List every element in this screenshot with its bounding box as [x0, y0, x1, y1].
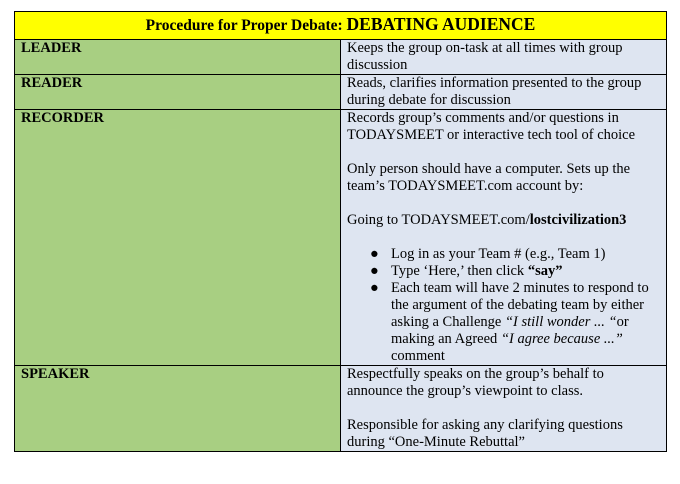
recorder-steps-list: [347, 246, 662, 365]
recorder-going: [347, 212, 662, 229]
title-prefix: Procedure for Proper Debate:: [145, 17, 347, 34]
bullet2-bold: “say”: [527, 263, 563, 279]
desc-speaker: [341, 366, 667, 452]
list-item: [370, 280, 662, 365]
recorder-para1: Records group’s comments and/or questions in TODAYSMEET or interactive tech tool of choice: [347, 110, 636, 143]
desc-reader: [341, 75, 667, 110]
recorder-para2: Only person should have a computer. Sets up the team’s TODAYSMEET.com account by:: [347, 161, 631, 194]
table-row-speaker: [15, 366, 667, 452]
desc-leader-text: Keeps the group on-task at all times with group discussion: [347, 40, 623, 73]
table-row-leader: [15, 40, 667, 75]
speaker-para1: Respectfully speaks on the group’s behalf to announce the group’s viewpoint to class.: [347, 366, 604, 399]
role-speaker: SPEAKER: [15, 366, 341, 452]
bullet3-i2: “I agree because ...”: [500, 331, 623, 347]
desc-recorder: [341, 110, 667, 366]
bullet3-c: comment: [391, 348, 445, 364]
desc-leader: [341, 40, 667, 75]
title-row: [15, 12, 667, 40]
title-main: DEBATING AUDIENCE: [346, 14, 536, 34]
desc-reader-text: Reads, clarifies information presented to the group during debate for discussion: [347, 75, 642, 108]
debate-procedure-table: [14, 11, 667, 452]
bullet3-a: Each team will have 2 minutes to respond to the argument of the debating team by either asking a Challenge: [391, 280, 649, 330]
bullet3-b: or making an Agreed: [391, 314, 629, 347]
going-link: lostcivilization3: [529, 212, 627, 228]
bullet1-text: Log in as your Team # (e.g., Team 1): [391, 246, 606, 262]
speaker-para2: Responsible for asking any clarifying questions during “One-Minute Rebuttal”: [347, 417, 623, 450]
list-item: [370, 246, 662, 263]
list-item: [370, 263, 662, 280]
table-row-recorder: [15, 110, 667, 366]
bullet-icon: ●: [370, 263, 379, 279]
role-recorder: RECORDER: [15, 110, 341, 366]
bullet-icon: ●: [370, 280, 379, 296]
role-leader: LEADER: [15, 40, 341, 75]
bullet2-prefix: Type ‘Here,’ then click: [391, 263, 528, 279]
table-row-reader: [15, 75, 667, 110]
table-title: [15, 12, 667, 40]
bullet-icon: ●: [370, 246, 379, 262]
going-prefix: Going to TODAYSMEET.com/: [347, 212, 530, 228]
bullet3-i1: “I still wonder ... “: [504, 314, 617, 330]
role-reader: READER: [15, 75, 341, 110]
